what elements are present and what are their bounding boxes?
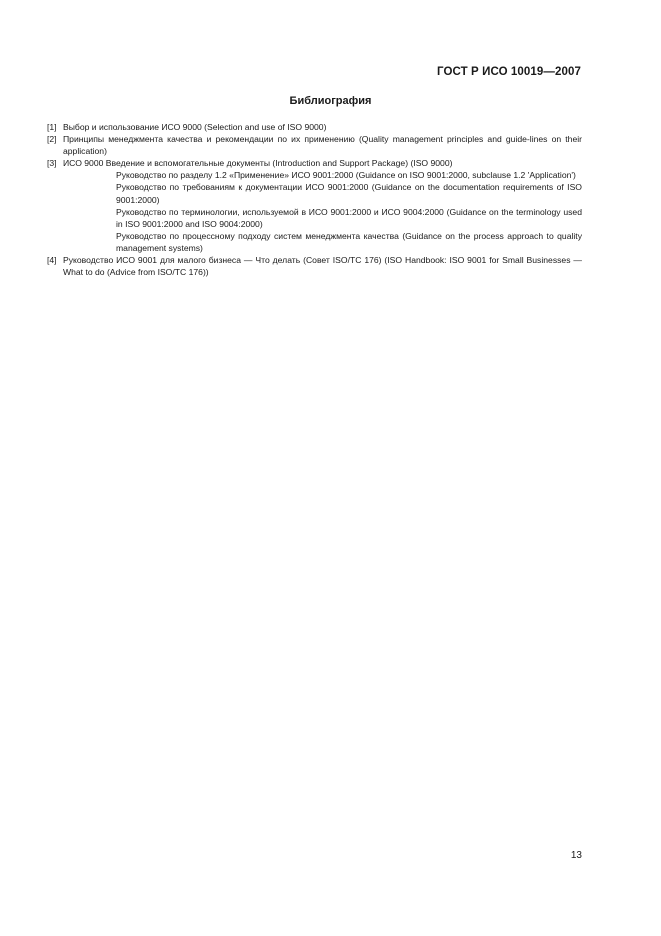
entry-3-subitems bbox=[116, 169, 582, 254]
page-number: 13 bbox=[570, 850, 582, 861]
bibliography-list bbox=[47, 121, 582, 278]
bibliography-title: Библиография bbox=[289, 95, 372, 107]
document-code: ГОСТ Р ИСО 10019—2007 bbox=[436, 66, 581, 78]
bibliography-entry-3 bbox=[47, 157, 582, 169]
entry-number: [2] bbox=[47, 134, 57, 145]
entry-number: [4] bbox=[47, 255, 57, 266]
entry-text: Принципы менеджмента качества и рекомендации по их применению (Quality management principles and guide-lines on their application) bbox=[63, 134, 582, 157]
subitem-guidance-terminology: Руководство по терминологии, используемой в ИСО 9001:2000 и ИСО 9004:2000 (Guidance on the terminology used in ISO 9001:2000 and ISO 9004:2000) bbox=[116, 206, 582, 229]
entry-text: ИСО 9000 Введение и вспомогательные документы (Introduction and Support Package) (ISO 9000) bbox=[63, 158, 453, 169]
subitem-guidance-documentation: Руководство по требованиям к документации ИСО 9001:2000 (Guidance on the documentation requirements of ISO 9001:2000) bbox=[116, 182, 582, 205]
entry-number: [3] bbox=[47, 158, 57, 169]
subitem-guidance-subclause-1-2: Руководство по разделу 1.2 «Применение» ИСО 9001:2000 (Guidance on ISO 9001:2000, subclause 1.2 'Application') bbox=[116, 170, 576, 181]
entry-number: [1] bbox=[47, 122, 57, 132]
bibliography-entry-4 bbox=[47, 254, 582, 278]
entry-text: Выбор и использование ИСО 9000 (Selection and use of ISO 9000) bbox=[63, 122, 327, 132]
bibliography-entry-1 bbox=[47, 121, 582, 133]
subitem-guidance-process-approach: Руководство по процессному подходу систем менеджмента качества (Guidance on the process approach to quality management systems) bbox=[116, 230, 582, 253]
entry-text: Руководство ИСО 9001 для малого бизнеса — Что делать (Совет ISO/TC 176) (ISO Handbook: ISO 9001 for Small Businesses — What to do (Advice from ISO/TC 176)) bbox=[63, 255, 582, 278]
bibliography-entry-2 bbox=[47, 133, 582, 157]
